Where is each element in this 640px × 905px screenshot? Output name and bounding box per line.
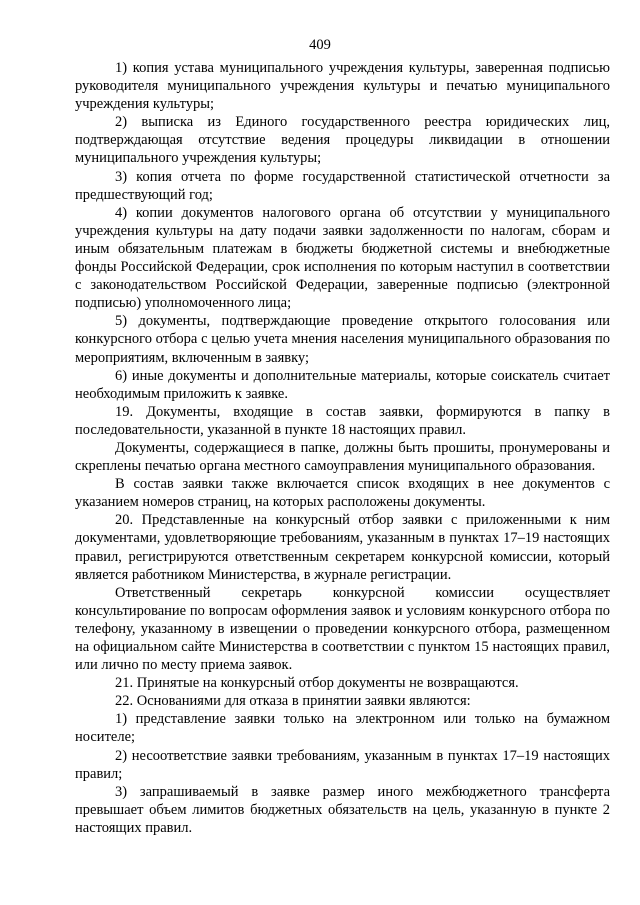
clause-19-binding: Документы, содержащиеся в папке, должны быть прошиты, пронумерованы и скреплены печатью органа местного самоуправления муниципального образования. [75,439,610,475]
refusal-ground-2: 2) несоответствие заявки требованиям, указанным в пунктах 17–19 настоящих правил; [75,747,610,782]
clause-20: 20. Представленные на конкурсный отбор заявки с приложенными к ним документами, удовлетворяющие требованиям, указанным в пунктах 17–19 настоящих правил, регистрируются ответственным секретарем конкурсной комиссии, который является работником Министерства, в журнале регистрации. [75,512,610,583]
clause-20-consulting: Ответственный секретарь конкурсной комиссии осуществляет консультирование по вопросам оформления заявок и условиям конкурсного отбора по телефону, указанному в извещении о проведении конкурсного отбора, размещенном на официальном сайте Министерства в соответствии с пунктом 15 настоящих правил, или лично по месту приема заявок. [75,584,610,674]
list-item-other-documents: 6) иные документы и дополнительные материалы, которые соискатель считает необходимым приложить к заявке. [75,367,610,402]
clause-19: 19. Документы, входящие в состав заявки, формируются в папку в последовательности, указанной в пункте 18 настоящих правил. [75,403,610,438]
list-item-tax-documents: 4) копии документов налогового органа об отсутствии у муниципального учреждения культуры на дату подачи заявки задолженности по налогам, сборам и иным обязательным платежам в бюджеты бюджетной системы и внебюджетные фонды Российской Федерации, срок исполнения по которым наступил в соответствии с законодательством Российской Федерации, заверенные подписью (электронной подписью) уполномоченного лица; [75,204,610,312]
refusal-ground-1: 1) представление заявки только на электронном или только на бумажном носителе; [75,711,610,746]
clause-22: 22. Основаниями для отказа в принятии заявки являются: [115,693,471,710]
list-item-statistics-report: 3) копия отчета по форме государственной статистической отчетности за предшествующий год; [75,168,610,203]
page-number: 409 [309,37,331,53]
list-item-charter-copy: 1) копия устава муниципального учреждения культуры, заверенная подписью руководителя муниципального учреждения культуры и печатью муниципального учреждения культуры; [75,60,610,113]
document-body [75,59,610,837]
list-item-voting-documents: 5) документы, подтверждающие проведение открытого голосования или конкурсного отбора с целью учета мнения населения муниципального образования по мероприятиям, включенным в заявку; [75,313,610,366]
clause-19-document-list: В состав заявки также включается список входящих в нее документов с указанием номеров страниц, на которых расположены документы. [75,476,610,511]
list-item-registry-extract: 2) выписка из Единого государственного реестра юридических лиц, подтверждающая отсутствие ведения процедуры ликвидации в отношении муниципального учреждения культуры; [75,114,610,167]
clause-21: 21. Принятые на конкурсный отбор документы не возвращаются. [115,675,519,692]
refusal-ground-3: 3) запрашиваемый в заявке размер иного межбюджетного трансферта превышает объем лимитов бюджетных обязательств на цель, указанную в пункте 2 настоящих правил. [75,783,610,836]
